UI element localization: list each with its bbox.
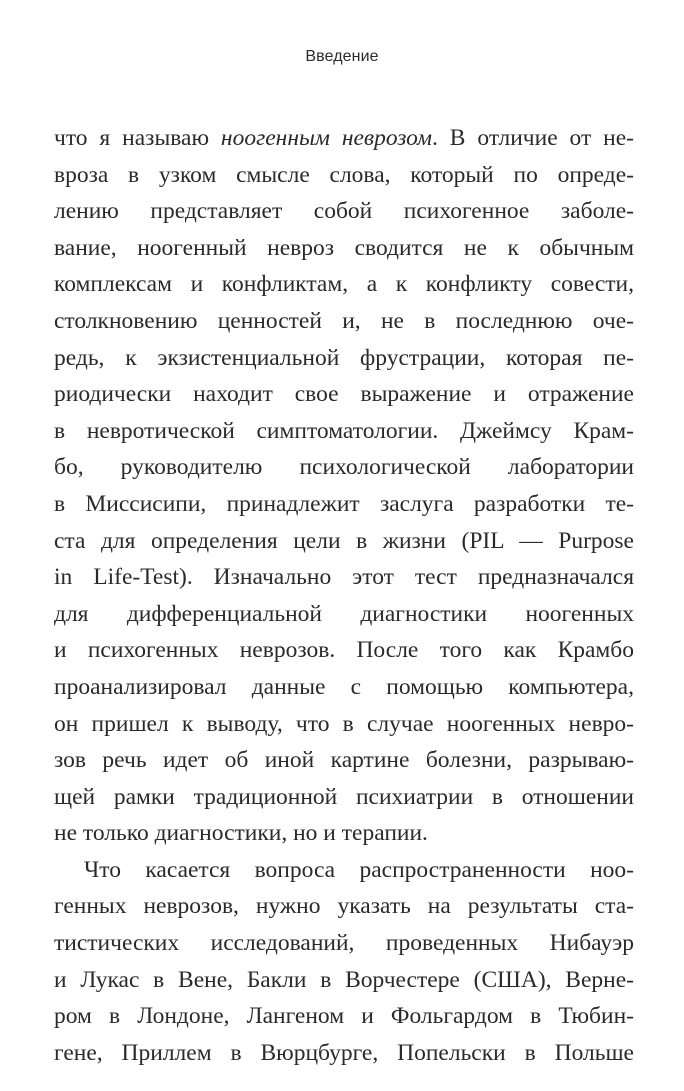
text-line: риодически находит свое выражение и отражение: [54, 381, 634, 408]
text-line: он пришел к выводу, что в случае ноогенных невро-: [54, 710, 634, 737]
text-line: в невротической симптоматологии. Джеймсу Крам-: [54, 417, 634, 444]
text-line: зов речь идет об иной картине болезни, разрываю-: [54, 747, 634, 774]
text-segment: что я называю: [54, 125, 221, 151]
text-line: и психогенных неврозов. После того как Крамбо: [54, 637, 634, 664]
text-line: генных неврозов, нужно указать на результаты ста-: [54, 893, 634, 920]
text-line: бо, руководителю психологической лаборатории: [54, 454, 634, 481]
italic-term: ноогенным неврозом: [220, 125, 433, 151]
paragraph: [54, 852, 634, 1072]
text-line: ста для определения цели в жизни (PIL — Purpose: [54, 527, 634, 554]
text-line: in Life-Test). Изначально этот тест предназначался: [54, 564, 634, 591]
text-line: и Лукас в Вене, Бакли в Ворчестере (США), Верне-: [54, 966, 634, 993]
text-line: вание, ноогенный невроз сводится не к обычным: [54, 234, 634, 261]
text-line: в Миссисипи, принадлежит заслуга разработки те-: [54, 490, 634, 517]
text-line: для дифференциальной диагностики ноогенных: [54, 600, 634, 627]
text-line: столкновению ценностей и, не в последнюю оче-: [54, 307, 634, 334]
text-line: [54, 120, 634, 157]
text-line: лению представляет собой психогенное заболе-: [54, 198, 634, 225]
text-line: проанализировал данные с помощью компьютера,: [54, 673, 634, 700]
text-segment: . В отличие от не-: [432, 125, 634, 151]
text-line: вроза в узком смысле слова, который по опреде-: [54, 161, 634, 188]
text-line: Что касается вопроса распространенности ноо-: [84, 856, 634, 883]
body-text: [54, 120, 634, 1071]
text-line: тистических исследований, проведенных Нибауэр: [54, 930, 634, 957]
text-line: редь, к экзистенциальной фрустрации, которая пе-: [54, 344, 634, 371]
text-line: комплексам и конфликтам, а к конфликту совести,: [54, 271, 634, 298]
text-line: не только диагностики, но и терапии.: [54, 820, 428, 847]
running-header-title: Введение: [305, 48, 379, 65]
text-line: щей рамки традиционной психиатрии в отношении: [54, 783, 634, 810]
text-line: гене, Приллем в Вюрцбурге, Попельски в Польше: [54, 1039, 634, 1066]
paragraph: [54, 120, 634, 852]
text-line: ром в Лондоне, Лангеном и Фольгардом в Тюбин-: [54, 1003, 634, 1030]
